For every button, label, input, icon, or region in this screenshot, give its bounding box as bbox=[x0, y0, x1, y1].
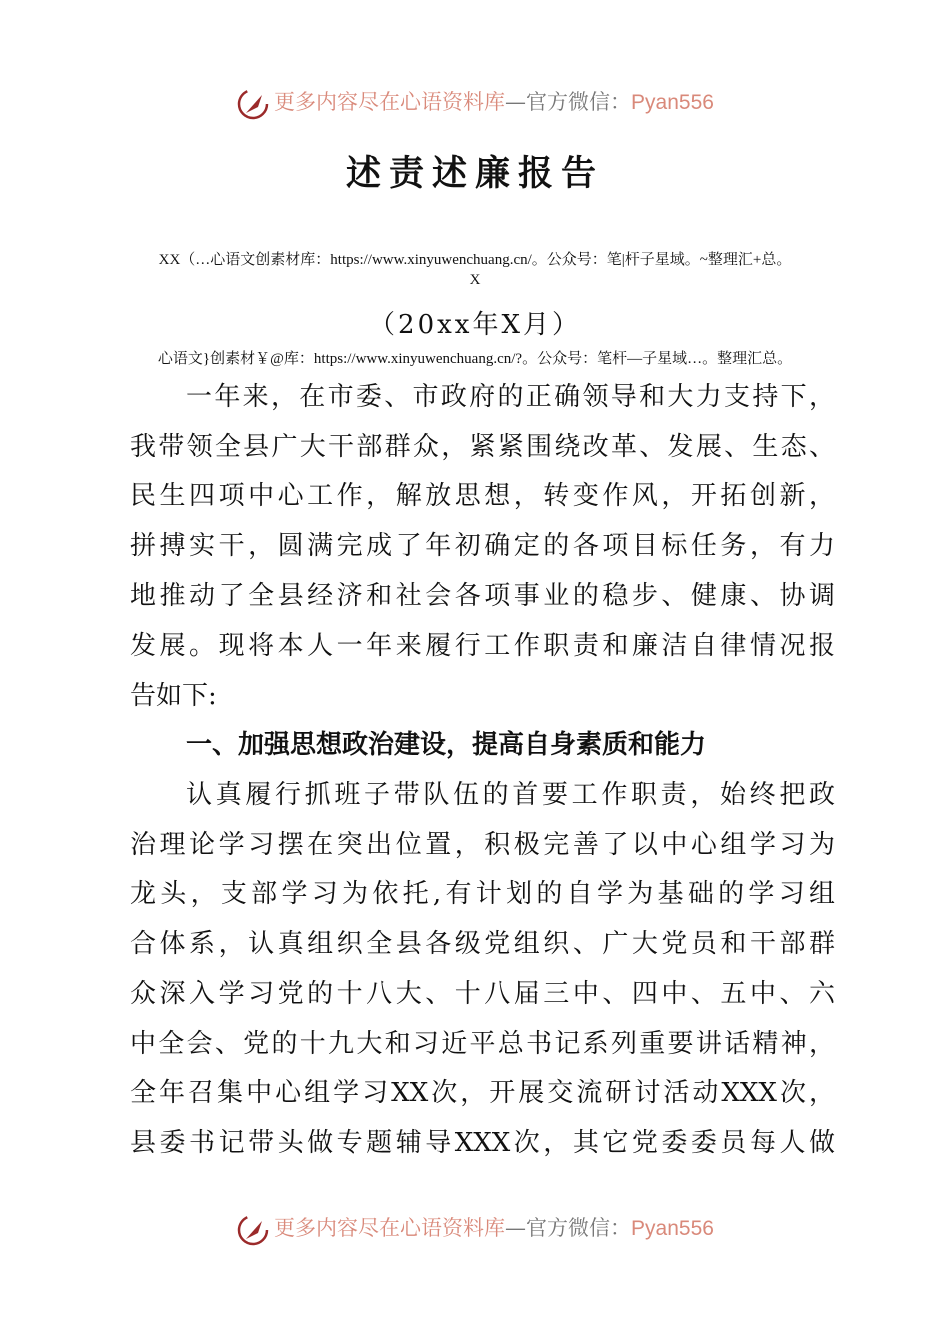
source-line-1: XX（…心语文创素材库：https://www.xinyuwenchuang.cn/。公众号：笔|杆子星域。~整理汇+总。 bbox=[158, 252, 792, 268]
body-line: 合体系，认真组织全县各级党组织、广大党员和干部群 bbox=[130, 929, 835, 959]
body-line: 民生四项中心工作，解放思想，转变作风，开拓创新， bbox=[130, 481, 835, 511]
banner-wechat-label: —官方微信： bbox=[505, 90, 632, 114]
body-line: 告如下: bbox=[130, 681, 217, 711]
document-title: 述责述廉报告 bbox=[345, 153, 604, 194]
header-watermark-banner bbox=[0, 86, 950, 121]
body-line: 发展。现将本人一年来履行工作职责和廉洁自律情况报 bbox=[130, 631, 835, 661]
quill-logo-icon bbox=[236, 1213, 270, 1247]
quill-logo-icon bbox=[236, 87, 270, 121]
body-line: 一年来，在市委、市政府的正确领导和大力支持下， bbox=[186, 382, 835, 412]
source-line-2: 心语文}创素材￥@库：https://www.xinyuwenchuang.cn/?。公众号：笔杆—子星域…。整理汇总。 bbox=[157, 351, 793, 367]
body-line: 众深入学习党的十八大、十八届三中、四中、五中、六 bbox=[130, 979, 835, 1009]
body-line: 治理论学习摆在突出位置，积极完善了以中心组学习为 bbox=[130, 830, 835, 860]
body-line: 龙头，支部学习为依托,有计划的自学为基础的学习组 bbox=[130, 879, 835, 909]
section-heading: 一、加强思想政治建设，提高自身素质和能力 bbox=[186, 730, 707, 760]
source-line-1-continued: X bbox=[469, 272, 481, 288]
footer-watermark-banner bbox=[0, 1212, 950, 1247]
banner-wechat-id: Pyan556 bbox=[631, 1217, 714, 1240]
body-line: 我带领全县广大干部群众，紧紧围绕改革、发展、生态、 bbox=[130, 432, 835, 462]
body-line: 拼搏实干，圆满完成了年初确定的各项目标任务，有力 bbox=[130, 531, 835, 561]
body-line: 县委书记带头做专题辅导XXX次，其它党委委员每人做 bbox=[130, 1128, 835, 1158]
banner-wechat-label: —官方微信： bbox=[505, 1216, 632, 1240]
body-line: 认真履行抓班子带队伍的首要工作职责，始终把政 bbox=[186, 780, 835, 810]
document-date: （20xx年X月） bbox=[369, 310, 581, 340]
body-line: 中全会、党的十九大和习近平总书记系列重要讲话精神， bbox=[130, 1029, 835, 1059]
banner-text: 更多内容尽在心语资料库 bbox=[274, 90, 506, 114]
body-line: 全年召集中心组学习XX次，开展交流研讨活动XXX次， bbox=[130, 1078, 835, 1108]
banner-text: 更多内容尽在心语资料库 bbox=[274, 1216, 506, 1240]
body-line: 地推动了全县经济和社会各项事业的稳步、健康、协调 bbox=[130, 581, 835, 611]
banner-wechat-id: Pyan556 bbox=[631, 91, 714, 114]
